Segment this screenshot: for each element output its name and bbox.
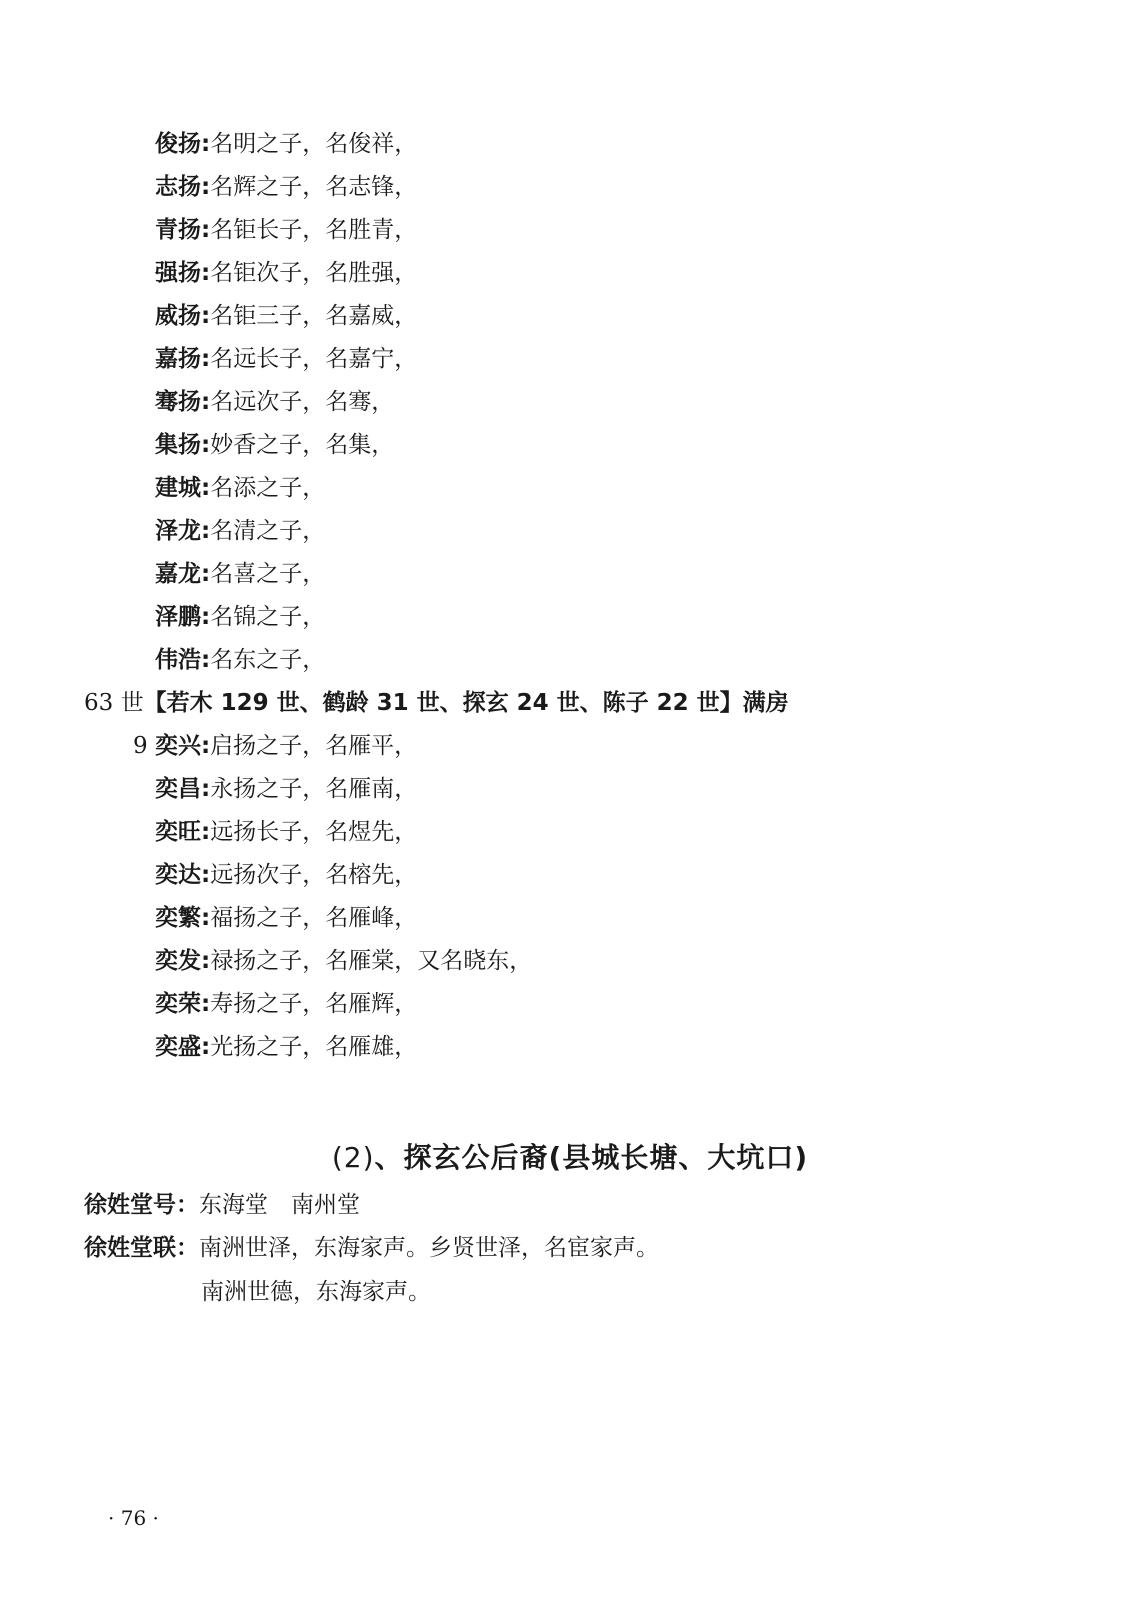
entry-colon: :	[201, 518, 211, 544]
entry-name: 奕荣	[155, 991, 201, 1017]
entry-row	[155, 640, 325, 680]
entry-colon: :	[201, 647, 211, 673]
entry-desc: 妙香之子，名集，	[210, 432, 395, 458]
page-number: · 76 ·	[108, 1506, 159, 1530]
entry-desc: 名锦之子，	[210, 604, 326, 630]
hall-value: 东海堂 南州堂	[199, 1192, 360, 1218]
entry-name: 集扬	[155, 432, 201, 458]
entry-row	[133, 726, 417, 766]
entry-name: 奕昌	[155, 776, 201, 802]
entry-desc: 名东之子，	[210, 647, 326, 673]
entry-row	[155, 597, 325, 637]
entry-desc: 名远长子，名嘉宁，	[210, 346, 418, 372]
entry-name: 泽龙	[155, 518, 201, 544]
couplet-text-1: 南洲世泽，东海家声。乡贤世泽，名宦家声。	[199, 1235, 659, 1261]
entry-row	[155, 339, 417, 379]
entry-desc: 名钜长子，名胜青，	[210, 217, 418, 243]
entry-colon: :	[201, 991, 211, 1017]
entry-name: 伟浩	[155, 647, 201, 673]
entry-desc: 名远次子，名骞，	[210, 389, 395, 415]
couplet-line-2	[201, 1273, 431, 1306]
entry-row	[155, 425, 394, 465]
entry-colon: :	[201, 346, 211, 372]
entry-colon: :	[201, 604, 211, 630]
entry-row	[155, 124, 417, 164]
entry-colon: :	[201, 862, 211, 888]
entry-desc: 名喜之子，	[210, 561, 326, 587]
entry-row	[155, 554, 325, 594]
entry-row	[155, 210, 417, 250]
entry-colon: :	[201, 905, 211, 931]
entry-row	[155, 898, 417, 938]
entry-name: 青扬	[155, 217, 201, 243]
entry-desc: 名添之子，	[210, 475, 326, 501]
entry-colon: :	[200, 733, 211, 759]
entry-colon: :	[201, 561, 211, 587]
entry-row	[155, 296, 417, 336]
entry-row	[155, 167, 417, 207]
entry-desc: 禄扬之子，名雁棠，又名晓东，	[210, 948, 533, 974]
entry-colon: :	[201, 303, 211, 329]
entry-row	[155, 468, 325, 508]
entry-desc: 名辉之子，名志锋，	[210, 174, 418, 200]
entry-colon: :	[201, 389, 211, 415]
entry-desc: 启扬之子，名雁平，	[210, 733, 418, 759]
generation-bracket: 【若木 129 世、鹤龄 31 世、探玄 24 世、陈子 22 世】满房	[143, 690, 789, 716]
entry-name: 奕达	[155, 862, 201, 888]
couplet-line-1	[84, 1229, 659, 1262]
entry-desc: 名明之子，名俊祥，	[210, 131, 418, 157]
couplet-label: 徐姓堂联：	[84, 1235, 199, 1261]
entry-name: 嘉扬	[155, 346, 201, 372]
generation-prefix: 63 世	[84, 690, 144, 716]
entry-colon: :	[201, 217, 211, 243]
entry-name: 威扬	[155, 303, 201, 329]
entry-row	[155, 769, 417, 809]
entry-name: 建城	[155, 475, 201, 501]
entry-name: 奕发	[155, 948, 201, 974]
entry-colon: :	[201, 776, 211, 802]
entry-name: 俊扬	[155, 131, 201, 157]
section-title-text: 、探玄公后裔(县城长塘、大坑口)	[374, 1141, 809, 1174]
entry-colon: :	[201, 131, 211, 157]
entry-colon: :	[201, 174, 211, 200]
entry-colon: :	[201, 260, 211, 286]
entry-name: 奕兴	[154, 733, 201, 759]
entry-row	[155, 941, 532, 981]
entry-colon: :	[201, 432, 211, 458]
entry-desc: 寿扬之子，名雁辉，	[210, 991, 418, 1017]
entry-desc: 光扬之子，名雁雄，	[210, 1034, 418, 1060]
entry-colon: :	[201, 475, 211, 501]
entry-name: 奕盛	[155, 1034, 201, 1060]
entry-row	[155, 253, 417, 293]
entry-colon: :	[201, 1034, 211, 1060]
section-title	[0, 1136, 1140, 1176]
entry-desc: 名钜三子，名嘉威，	[210, 303, 418, 329]
entry-colon: :	[201, 819, 211, 845]
generation-header	[84, 683, 789, 723]
entry-desc: 永扬之子，名雁南，	[210, 776, 418, 802]
section-number: (2)	[331, 1141, 375, 1174]
entry-name: 奕旺	[155, 819, 201, 845]
entry-name: 志扬	[155, 174, 201, 200]
couplet-text-2: 南洲世德，东海家声。	[201, 1279, 431, 1305]
entry-name: 泽鹏	[155, 604, 201, 630]
entry-row	[155, 382, 394, 422]
entry-row	[155, 984, 417, 1024]
entry-name: 强扬	[155, 260, 201, 286]
entry-desc: 福扬之子，名雁峰，	[210, 905, 418, 931]
entry-row	[155, 511, 325, 551]
entry-desc: 远扬次子，名榕先，	[210, 862, 418, 888]
entry-row	[155, 855, 417, 895]
entry-name: 奕繁	[155, 905, 201, 931]
entry-desc: 远扬长子，名煜先，	[210, 819, 418, 845]
entry-row	[155, 1027, 417, 1067]
entry-desc: 名钜次子，名胜强，	[210, 260, 418, 286]
entry-desc: 名清之子，	[210, 518, 326, 544]
hall-name-line	[84, 1186, 360, 1219]
hall-label: 徐姓堂号：	[84, 1192, 199, 1218]
entry-number: 9	[133, 733, 155, 759]
entry-colon: :	[201, 948, 211, 974]
entry-row	[155, 812, 417, 852]
entry-name: 骞扬	[155, 389, 201, 415]
entry-name: 嘉龙	[155, 561, 201, 587]
